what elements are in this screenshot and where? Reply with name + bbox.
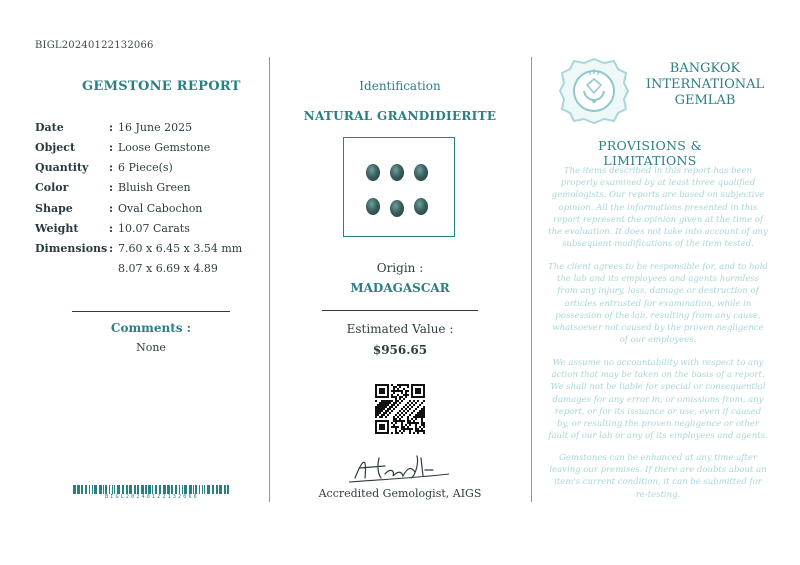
field-key: Date (35, 121, 64, 134)
field-value: Bluish Green (118, 181, 191, 194)
field-value: 6 Piece(s) (118, 161, 173, 174)
provision-paragraph: The client agrees to be responsible for, and to hold the lab and its employees and agents harmless from any injury, loss, damage or destruction of articles entrusted for examination, while in possession of the lab, resulting from any cause, whatsoever not caused by the proven negligence of our employees. (548, 262, 768, 346)
origin-label: Origin : (376, 261, 424, 275)
qr-code (375, 384, 425, 434)
gemstone (414, 198, 428, 215)
species-name: NATURAL GRANDIDIERITE (303, 109, 497, 123)
field-value: Oval Cabochon (118, 202, 203, 215)
comments-value: None (136, 341, 166, 354)
gemologist-title: Accredited Gemologist, AIGS (318, 487, 482, 500)
lab-name (640, 61, 770, 109)
field-key: Dimensions (35, 242, 108, 255)
gemstone (390, 200, 404, 217)
lab-name-line: BANGKOK (669, 61, 741, 76)
provision-paragraph: The items described in this report has been properly examined by at least three qualified gemologists. Our reports are based on subjective opinion. All the informations presented in this report represent the opinion given at the time of the evaluation. It does not take into account of any subsequent modifications of the item tested. (548, 166, 768, 250)
field-key: Quantity (35, 161, 89, 174)
provision-paragraph: We assume no accountability with respect to any action that may be taken on the basis of a report. We shall not be liable for special or consequential damages for any error in, or omissions from, any report, or for its issuance or use, even if caused by, or resulting the proven negligence or other fault of our lab or any of its employees and agents. (548, 358, 768, 442)
origin-value: MADAGASCAR (350, 281, 450, 295)
provisions-title: PROVISIONS & LIMITATIONS (598, 138, 702, 168)
field-value: 7.60 x 6.45 x 3.54 mm (118, 242, 243, 255)
column-divider (531, 57, 532, 502)
estimated-value: $956.65 (372, 343, 428, 357)
lab-name-line: INTERNATIONAL (645, 77, 765, 92)
identification-label: Identification (359, 79, 441, 93)
gemstone-photo (343, 137, 455, 237)
field-key: Object (35, 141, 76, 154)
field-value: 16 June 2025 (118, 121, 193, 134)
lab-name-line: GEMLAB (674, 93, 736, 108)
gemologist-signature (345, 448, 455, 488)
divider (322, 310, 478, 311)
column-divider (269, 57, 270, 502)
gemstone (390, 164, 404, 181)
field-value: Loose Gemstone (118, 141, 211, 154)
report-id: BIGL20240122132066 (35, 40, 154, 51)
field-key: Color (35, 181, 69, 194)
lab-logo (558, 57, 630, 125)
report-title: GEMSTONE REPORT (82, 79, 241, 94)
gemstone (366, 164, 380, 181)
gemstone (366, 198, 380, 215)
provision-paragraph: Gemstones can be enhanced at any time after leaving our premises. If there are doubts about an item's current condition, it can be submitted for re-testing. (549, 453, 767, 500)
gemstone (414, 164, 428, 181)
field-key: Weight (35, 222, 79, 235)
field-value: 8.07 x 6.69 x 4.89 (118, 262, 218, 275)
barcode-text: BIGL20240122132066 (73, 494, 231, 500)
estimated-value-label: Estimated Value : (346, 322, 454, 336)
comments-label: Comments : (110, 321, 192, 335)
divider (72, 311, 230, 312)
field-key: Shape (35, 202, 73, 215)
field-value: 10.07 Carats (118, 222, 190, 235)
